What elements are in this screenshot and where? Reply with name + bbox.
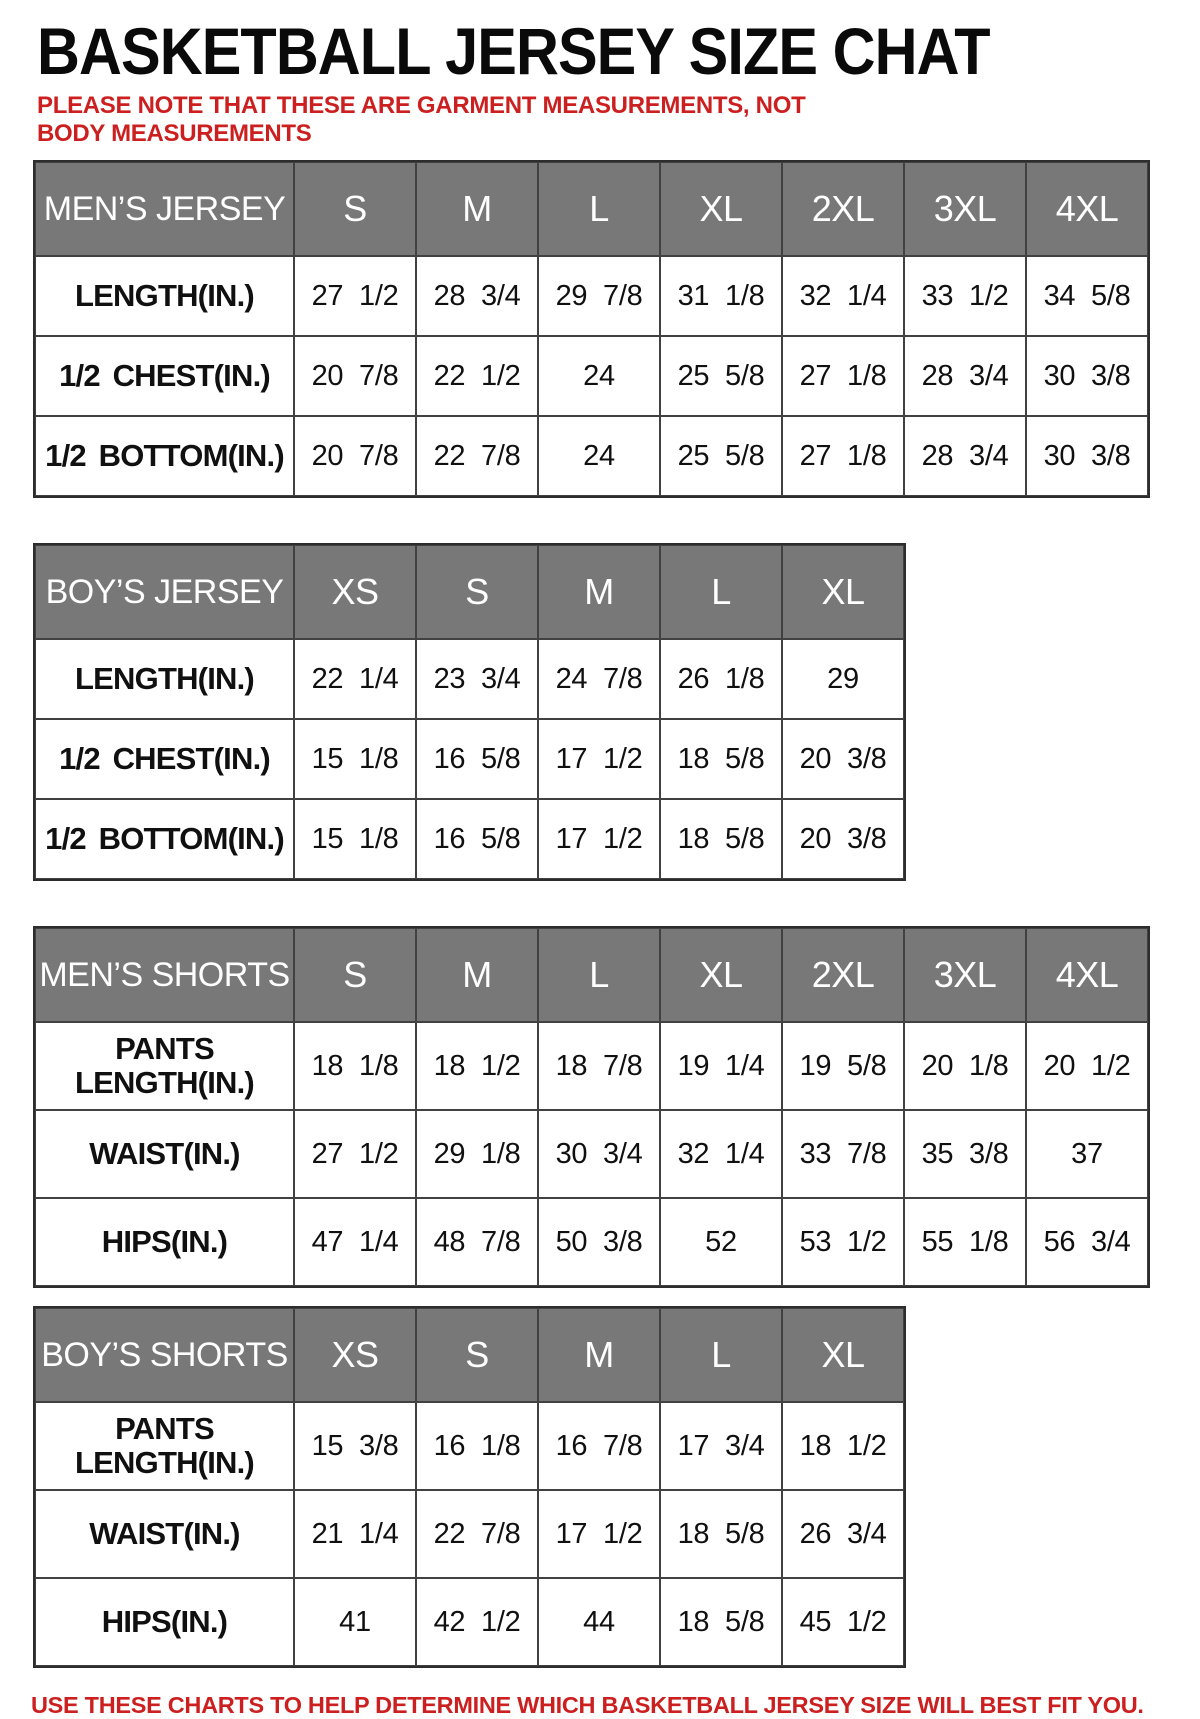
- header-row: [35, 545, 904, 639]
- table-row: [35, 256, 1148, 336]
- size-header-cell: 3XL: [904, 928, 1026, 1022]
- size-header-cell: M: [416, 928, 538, 1022]
- size-header-cell: XL: [782, 1308, 904, 1402]
- size-value-cell: 26 1/8: [660, 639, 782, 719]
- size-header-cell: 4XL: [1026, 162, 1148, 256]
- size-header-cell: 3XL: [904, 162, 1026, 256]
- size-value-cell: 29 1/8: [416, 1110, 538, 1198]
- size-value-cell: 55 1/8: [904, 1198, 1026, 1286]
- table-row: [35, 639, 904, 719]
- size-value-cell: 22 7/8: [416, 416, 538, 496]
- garment-measurement-note: PLEASE NOTE THAT THESE ARE GARMENT MEASUREMENTS, NOT BODY MEASUREMENTS: [37, 92, 806, 147]
- size-header-cell: M: [416, 162, 538, 256]
- size-value-cell: 42 1/2: [416, 1578, 538, 1666]
- size-value-cell: 31 1/8: [660, 256, 782, 336]
- table-title-cell: BOY’S SHORTS: [35, 1308, 294, 1402]
- size-value-cell: 25 5/8: [660, 336, 782, 416]
- row-label-cell: LENGTH(IN.): [35, 256, 294, 336]
- table-row: [35, 336, 1148, 416]
- size-value-cell: 44: [538, 1578, 660, 1666]
- size-value-cell: 20 7/8: [294, 336, 416, 416]
- size-value-cell: 20 3/8: [782, 719, 904, 799]
- header-row: [35, 1308, 904, 1402]
- fit-advice-note: USE THESE CHARTS TO HELP DETERMINE WHICH BASKETBALL JERSEY SIZE WILL BEST FIT YOU.: [31, 1692, 1144, 1718]
- size-header-cell: 2XL: [782, 928, 904, 1022]
- size-value-cell: 22 7/8: [416, 1490, 538, 1578]
- size-value-cell: 21 1/4: [294, 1490, 416, 1578]
- table-row: [35, 1198, 1148, 1286]
- header-row: [35, 162, 1148, 256]
- size-value-cell: 24: [538, 336, 660, 416]
- size-value-cell: 16 5/8: [416, 719, 538, 799]
- size-value-cell: 20 7/8: [294, 416, 416, 496]
- size-value-cell: 22 1/4: [294, 639, 416, 719]
- size-value-cell: 30 3/8: [1026, 416, 1148, 496]
- row-label-cell: HIPS(IN.): [35, 1198, 294, 1286]
- table-row: [35, 719, 904, 799]
- size-value-cell: 18 1/2: [782, 1402, 904, 1490]
- size-value-cell: 27 1/2: [294, 256, 416, 336]
- size-value-cell: 18 5/8: [660, 719, 782, 799]
- table-row: [35, 799, 904, 879]
- size-header-cell: M: [538, 545, 660, 639]
- size-value-cell: 15 1/8: [294, 799, 416, 879]
- size-value-cell: 56 3/4: [1026, 1198, 1148, 1286]
- size-value-cell: 16 1/8: [416, 1402, 538, 1490]
- size-value-cell: 29: [782, 639, 904, 719]
- size-header-cell: S: [416, 545, 538, 639]
- size-value-cell: 25 5/8: [660, 416, 782, 496]
- row-label-cell: WAIST(IN.): [35, 1110, 294, 1198]
- row-label-cell: 1/2 BOTTOM(IN.): [35, 416, 294, 496]
- size-value-cell: 16 7/8: [538, 1402, 660, 1490]
- row-label-cell: PANTS LENGTH(IN.): [35, 1022, 294, 1110]
- size-value-cell: 27 1/2: [294, 1110, 416, 1198]
- table-row: [35, 1022, 1148, 1110]
- size-value-cell: 28 3/4: [904, 336, 1026, 416]
- size-value-cell: 53 1/2: [782, 1198, 904, 1286]
- size-value-cell: 15 3/8: [294, 1402, 416, 1490]
- size-header-cell: XS: [294, 545, 416, 639]
- size-header-cell: XL: [660, 162, 782, 256]
- size-header-cell: S: [294, 928, 416, 1022]
- size-header-cell: L: [660, 1308, 782, 1402]
- size-value-cell: 17 3/4: [660, 1402, 782, 1490]
- size-value-cell: 48 7/8: [416, 1198, 538, 1286]
- size-value-cell: 35 3/8: [904, 1110, 1026, 1198]
- size-value-cell: 30 3/8: [1026, 336, 1148, 416]
- size-value-cell: 18 1/8: [294, 1022, 416, 1110]
- size-header-cell: XS: [294, 1308, 416, 1402]
- size-header-cell: L: [660, 545, 782, 639]
- size-value-cell: 18 5/8: [660, 799, 782, 879]
- row-label-cell: 1/2 BOTTOM(IN.): [35, 799, 294, 879]
- size-value-cell: 52: [660, 1198, 782, 1286]
- table-title-cell: MEN’S SHORTS: [35, 928, 294, 1022]
- size-value-cell: 37: [1026, 1110, 1148, 1198]
- page-title: BASKETBALL JERSEY SIZE CHAT: [37, 14, 990, 88]
- mens-shorts-table: [33, 926, 1150, 1288]
- size-value-cell: 28 3/4: [904, 416, 1026, 496]
- size-value-cell: 18 5/8: [660, 1578, 782, 1666]
- boys-shorts-table: [33, 1306, 906, 1668]
- size-value-cell: 45 1/2: [782, 1578, 904, 1666]
- size-value-cell: 20 1/2: [1026, 1022, 1148, 1110]
- size-header-cell: S: [294, 162, 416, 256]
- size-value-cell: 29 7/8: [538, 256, 660, 336]
- size-value-cell: 30 3/4: [538, 1110, 660, 1198]
- table-row: [35, 1402, 904, 1490]
- row-label-cell: 1/2 CHEST(IN.): [35, 336, 294, 416]
- row-label-cell: HIPS(IN.): [35, 1578, 294, 1666]
- size-value-cell: 23 3/4: [416, 639, 538, 719]
- row-label-cell: 1/2 CHEST(IN.): [35, 719, 294, 799]
- header-row: [35, 928, 1148, 1022]
- table-row: [35, 416, 1148, 496]
- row-label-cell: PANTS LENGTH(IN.): [35, 1402, 294, 1490]
- size-value-cell: 17 1/2: [538, 719, 660, 799]
- size-value-cell: 24: [538, 416, 660, 496]
- size-value-cell: 41: [294, 1578, 416, 1666]
- size-header-cell: 4XL: [1026, 928, 1148, 1022]
- size-header-cell: L: [538, 928, 660, 1022]
- size-header-cell: L: [538, 162, 660, 256]
- table-title-cell: MEN’S JERSEY: [35, 162, 294, 256]
- row-label-cell: LENGTH(IN.): [35, 639, 294, 719]
- size-value-cell: 22 1/2: [416, 336, 538, 416]
- table-row: [35, 1578, 904, 1666]
- size-value-cell: 19 1/4: [660, 1022, 782, 1110]
- size-value-cell: 20 1/8: [904, 1022, 1026, 1110]
- mens-jersey-table: [33, 160, 1150, 498]
- size-value-cell: 47 1/4: [294, 1198, 416, 1286]
- size-value-cell: 32 1/4: [782, 256, 904, 336]
- size-value-cell: 32 1/4: [660, 1110, 782, 1198]
- size-value-cell: 18 7/8: [538, 1022, 660, 1110]
- size-value-cell: 28 3/4: [416, 256, 538, 336]
- size-value-cell: 17 1/2: [538, 1490, 660, 1578]
- size-value-cell: 24 7/8: [538, 639, 660, 719]
- size-header-cell: XL: [660, 928, 782, 1022]
- size-value-cell: 19 5/8: [782, 1022, 904, 1110]
- table-title-cell: BOY’S JERSEY: [35, 545, 294, 639]
- size-value-cell: 15 1/8: [294, 719, 416, 799]
- size-header-cell: M: [538, 1308, 660, 1402]
- size-value-cell: 33 1/2: [904, 256, 1026, 336]
- size-value-cell: 26 3/4: [782, 1490, 904, 1578]
- size-value-cell: 16 5/8: [416, 799, 538, 879]
- size-value-cell: 27 1/8: [782, 336, 904, 416]
- row-label-cell: WAIST(IN.): [35, 1490, 294, 1578]
- size-header-cell: S: [416, 1308, 538, 1402]
- size-value-cell: 34 5/8: [1026, 256, 1148, 336]
- size-value-cell: 27 1/8: [782, 416, 904, 496]
- size-value-cell: 18 5/8: [660, 1490, 782, 1578]
- size-value-cell: 17 1/2: [538, 799, 660, 879]
- size-value-cell: 33 7/8: [782, 1110, 904, 1198]
- size-value-cell: 18 1/2: [416, 1022, 538, 1110]
- boys-jersey-table: [33, 543, 906, 881]
- table-row: [35, 1110, 1148, 1198]
- size-header-cell: 2XL: [782, 162, 904, 256]
- size-chart-page: [0, 14, 1200, 1718]
- table-row: [35, 1490, 904, 1578]
- size-header-cell: XL: [782, 545, 904, 639]
- size-value-cell: 20 3/8: [782, 799, 904, 879]
- size-value-cell: 50 3/8: [538, 1198, 660, 1286]
